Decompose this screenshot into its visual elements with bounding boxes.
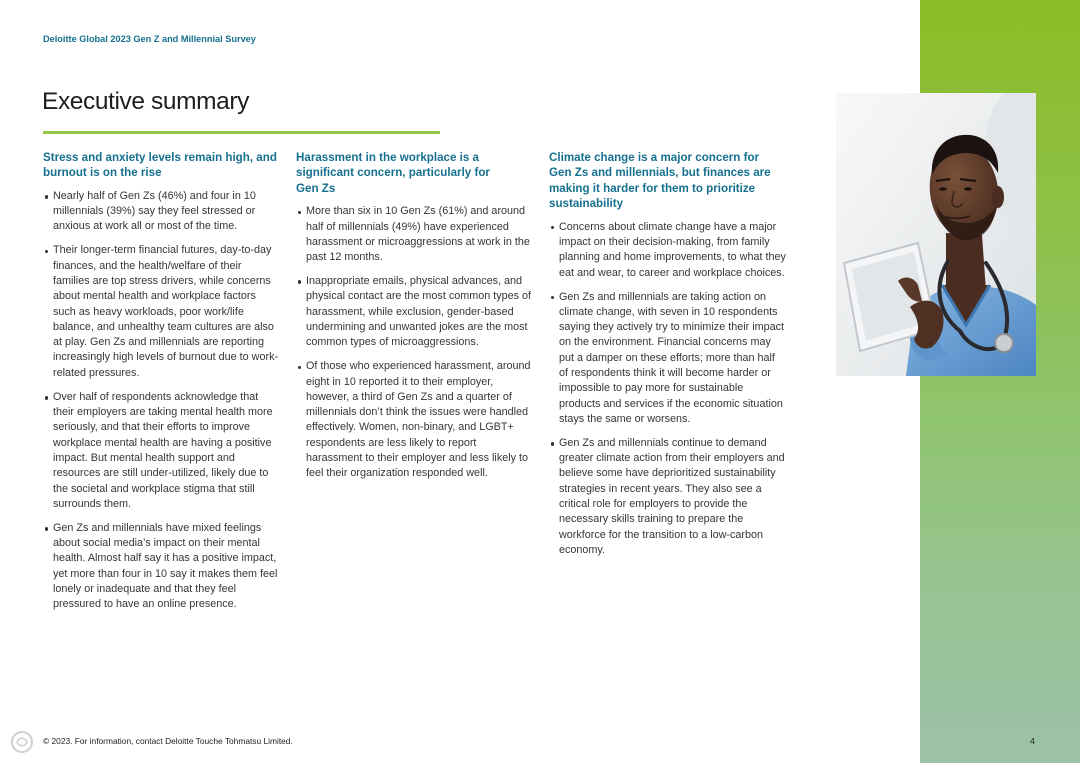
page-title: Executive summary bbox=[42, 88, 249, 115]
watermark-logo-icon bbox=[8, 728, 40, 756]
survey-title: Deloitte Global 2023 Gen Z and Millennial Survey bbox=[43, 34, 256, 44]
summary-column-harassment bbox=[296, 150, 533, 490]
column-heading: Harassment in the workplace is a significant concern, particularly for Gen Zs bbox=[296, 151, 490, 195]
bullet-list bbox=[296, 204, 533, 481]
bullet-item: Nearly half of Gen Zs (46%) and four in 10 millennials (39%) say they feel stressed or anxious at work all or most of the time. bbox=[43, 189, 280, 235]
bullet-item: Inappropriate emails, physical advances, and physical contact are the most common types of harassment, while exclusion, gender-based undermining and unwanted jokes are the most common types of microaggressions. bbox=[296, 274, 533, 350]
page-number: 4 bbox=[1030, 736, 1035, 746]
footer-copyright: © 2023. For information, contact Deloitte Touche Tohmatsu Limited. bbox=[43, 736, 293, 746]
bullet-list bbox=[43, 189, 280, 613]
bullet-item: Over half of respondents acknowledge that their employers are taking mental health more seriously, and that their efforts to improve workplace mental health are having a positive impact. But mental health support and resources are still under-utilized, likely due to the societal and workplace stigma that still surrounds them. bbox=[43, 390, 280, 512]
column-heading: Stress and anxiety levels remain high, and burnout is on the rise bbox=[43, 151, 277, 180]
bullet-item: Concerns about climate change have a major impact on their decision-making, from family planning and home improvements, to what they eat and wear, to career and workplace choices. bbox=[549, 220, 786, 281]
summary-column-stress bbox=[43, 150, 280, 621]
doctor-photo bbox=[836, 93, 1036, 376]
title-underline-rule bbox=[43, 131, 440, 134]
bullet-item: Gen Zs and millennials have mixed feelings about social media’s impact on their mental health. Almost half say it has a positive impact, yet more than four in 10 say it makes them feel lonely or inadequate and that they feel pressured to have an online presence. bbox=[43, 521, 280, 613]
column-heading: Climate change is a major concern for Gen Zs and millennials, but finances are making it harder for them to prioritize sustainability bbox=[549, 151, 771, 211]
bullet-item: Gen Zs and millennials continue to demand greater climate action from their employers and believe some have deprioritized sustainability strategies in recent years. They also see a critical role for employers to provide the necessary skills training to prepare the workforce for the transition to a low-carbon economy. bbox=[549, 436, 786, 558]
bullet-item: Gen Zs and millennials are taking action on climate change, with seven in 10 respondents saying they actively try to minimize their impact on the environment. Financial concerns may put a damper on these efforts; more than half of respondents think it will become harder or impossible to pay more for sustainable products and services if the economic situation stays the same or worsens. bbox=[549, 290, 786, 428]
bullet-list bbox=[549, 220, 786, 559]
bullet-item: Their longer-term financial futures, day-to-day finances, and the health/welfare of their families are top stress drivers, while concerns about mental health and workplace factors such as heavy workloads, poor work/life balance, and unhealthy team cultures are also at play. Gen Zs and millennials are reporting increasingly high levels of burnout due to work-related pressures. bbox=[43, 243, 280, 381]
bullet-item: Of those who experienced harassment, around eight in 10 reported it to their employer, however, a third of Gen Zs and a quarter of millennials don’t think the issues were handled effectively. Women, non-binary, and LGBT+ respondents are less likely to report harassment to their employer and less likely to feel their organization responded well. bbox=[296, 359, 533, 481]
bullet-item: More than six in 10 Gen Zs (61%) and around half of millennials (49%) have experienced harassment or microaggressions at work in the past 12 months. bbox=[296, 204, 533, 265]
summary-column-climate bbox=[549, 150, 786, 567]
